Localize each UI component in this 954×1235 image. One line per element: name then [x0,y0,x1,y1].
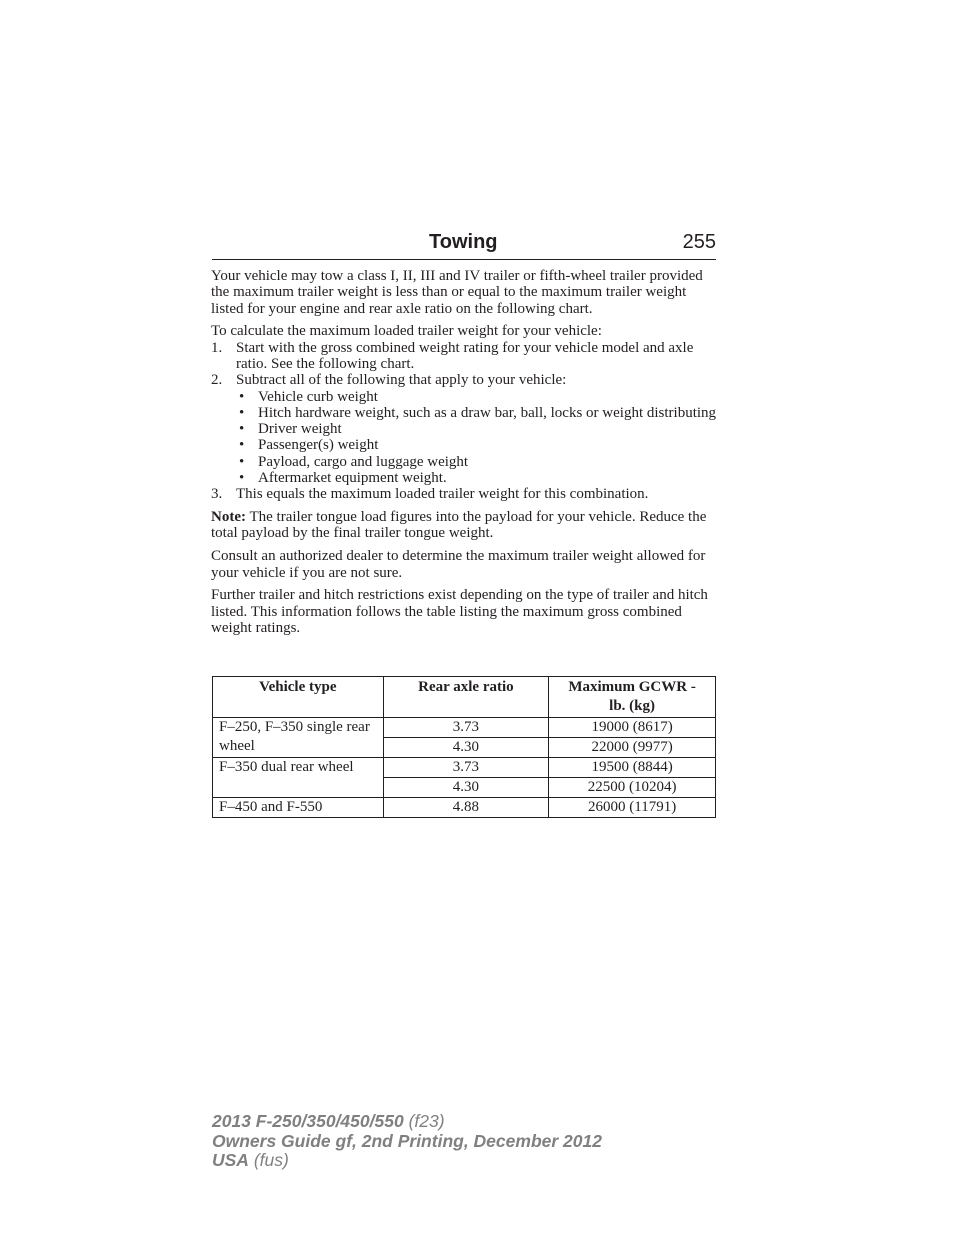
gcwr-cell: 19500 (8844) [549,758,716,778]
page-footer [212,1112,602,1171]
step-item [211,372,717,486]
note-label: Note: [211,509,246,526]
bullet-icon: • [239,388,245,405]
footer-line-market [212,1151,602,1171]
list-item-text: Payload, cargo and luggage weight [258,453,469,470]
weights-list [236,389,717,487]
list-item-text: Vehicle curb weight [258,388,378,405]
list-item-text: Driver weight [258,421,342,438]
gcwr-cell: 22500 (10204) [549,778,716,798]
body-text [211,268,717,643]
bullet-icon: • [239,437,245,454]
list-item [236,454,717,470]
footer-line-guide [212,1132,602,1152]
calculation-steps [211,323,717,502]
step-number: 1. [211,339,223,356]
note-paragraph [211,509,717,542]
vehicle-type-cell: F–450 and F-550 [213,798,384,818]
gcwr-cell: 26000 (11791) [549,798,716,818]
header-max-gcwr: Maximum GCWR - lb. (kg) [549,677,716,718]
list-item [236,421,717,437]
footer-market: USA [212,1150,249,1170]
bullet-icon: • [239,404,245,421]
steps-list [211,340,717,503]
list-item-text: Hitch hardware weight, such as a draw bar, ball, locks or weight distributing [258,404,717,421]
steps-intro: To calculate the maximum loaded trailer weight for your vehicle: [211,323,602,340]
step-text: Subtract all of the following that apply to your vehicle: [236,372,567,389]
step-text: This equals the maximum loaded trailer weight for this combination. [236,486,649,503]
header-vehicle-type: Vehicle type [213,677,384,718]
footer-model: 2013 F-250/350/450/550 [212,1111,404,1131]
list-item [236,437,717,453]
axle-ratio-cell: 3.73 [383,758,549,778]
footer-line-model [212,1112,602,1132]
table-row [213,758,716,778]
section-title: Towing [429,231,498,253]
header-rear-axle-ratio: Rear axle ratio [383,677,549,718]
step-item [211,340,717,373]
gcwr-table [212,676,716,818]
page-header [212,229,716,260]
list-item-text: Passenger(s) weight [258,437,379,454]
list-item [236,389,717,405]
step-number: 3. [211,486,223,503]
gcwr-cell: 22000 (9977) [549,738,716,758]
step-number: 2. [211,372,223,389]
bullet-icon: • [239,453,245,470]
footer-market-code: (fus) [248,1150,289,1170]
axle-ratio-cell: 3.73 [383,718,549,738]
axle-ratio-cell: 4.30 [383,738,549,758]
vehicle-type-cell: F–250, F–350 single rear wheel [213,718,384,758]
table-row [213,718,716,738]
step-text: Start with the gross combined weight rating for your vehicle model and axle ratio. See the following chart. [236,339,694,372]
list-item-text: Aftermarket equipment weight. [258,470,447,487]
bullet-icon: • [239,470,245,487]
table-row [213,798,716,818]
step-item [211,486,717,502]
footer-model-code: (f23) [403,1111,445,1131]
axle-ratio-cell: 4.88 [383,798,549,818]
list-item [236,405,717,421]
table-header-row [213,677,716,718]
note-text: The trailer tongue load figures into the payload for your vehicle. Reduce the total payload by the final trailer tongue weight. [211,509,707,542]
footer-guide: Owners Guide gf, 2nd Printing, December 2012 [212,1130,602,1151]
restrictions-paragraph: Further trailer and hitch restrictions exist depending on the type of trailer and hitch listed. This information follows the table listing the maximum gross combined weight ratings. [211,587,708,636]
list-item [236,470,717,486]
axle-ratio-cell: 4.30 [383,778,549,798]
gcwr-cell: 19000 (8617) [549,718,716,738]
page-number: 255 [682,231,716,253]
intro-paragraph: Your vehicle may tow a class I, II, III and IV trailer or fifth-wheel trailer provided the maximum trailer weight is less than or equal to the maximum trailer weight listed for your engine and rear axle ratio on the following chart. [211,268,703,317]
bullet-icon: • [239,421,245,438]
vehicle-type-cell: F–350 dual rear wheel [213,758,384,798]
dealer-paragraph: Consult an authorized dealer to determine the maximum trailer weight allowed for your vehicle if you are not sure. [211,548,706,581]
